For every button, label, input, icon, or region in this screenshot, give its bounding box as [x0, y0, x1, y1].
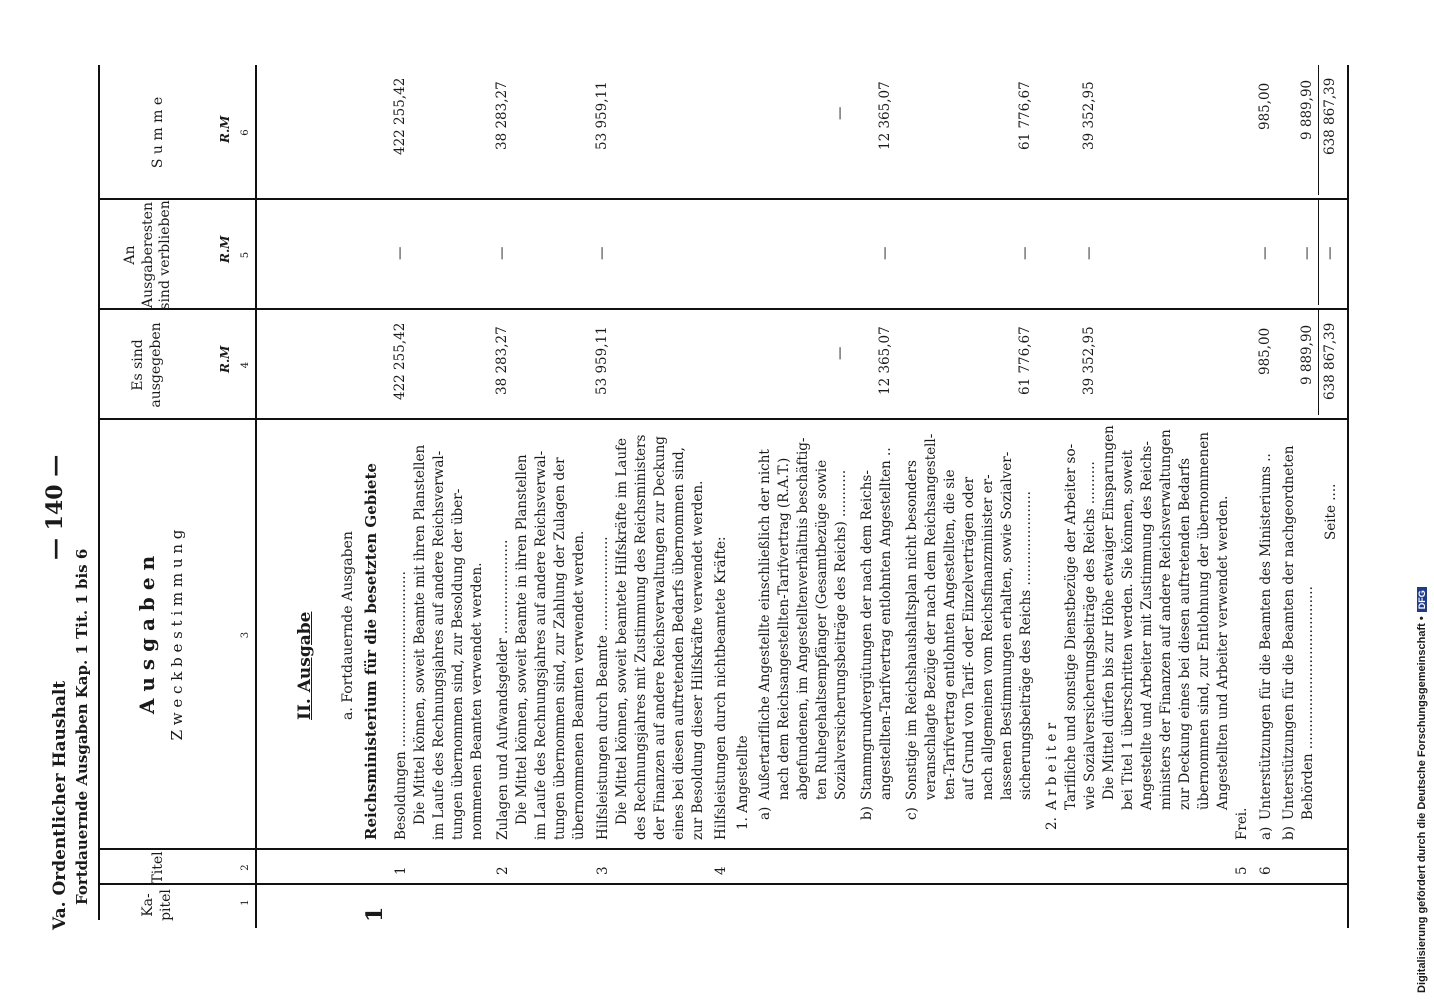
row-42-line-9: Angestellten und Arbeiter verwendet werden. [1215, 495, 1231, 810]
row-6a-line-0: Unterstützungen für die Beamten des Ministeriums .. [1258, 453, 1274, 820]
row-1-line-0: Besoldungen ......................................... [393, 571, 409, 840]
row-4a-line-2: abgefundenen, im Angestelltenverhältnis beschäftig- [795, 437, 811, 800]
row-4-line-1: 1. Angestellte [735, 735, 751, 830]
rule-bottom [1347, 65, 1349, 928]
row-2-ausgegeben: 38 283,27 [494, 326, 510, 395]
row-4c-reste: — [1017, 246, 1033, 260]
total-rule-col5 [1318, 200, 1319, 305]
row-4c-line-0: Sonstige im Reichshaushaltsplan nicht besonders [904, 460, 920, 800]
row-1-line-4: nommenen Beamten verwendet werden. [469, 562, 485, 840]
row-2-line-1: Die Mittel können, soweit Beamte in ihren Planstellen [514, 454, 530, 825]
row-4c-line-5: lassenen Bestimmungen erhalten, sowie Sozialver- [999, 451, 1015, 800]
ministry-title: Reichsministerium für die besetzten Gebiete [362, 463, 380, 840]
row-42-line-7: zur Deckung eines bei diesen auftretenden Bedarfs [1177, 457, 1193, 810]
row-4-line-0: Hilfsleistungen durch nichtbeamtete Kräfte: [713, 536, 729, 840]
col-rule-1 [98, 884, 1348, 886]
row-6-titel: 6 [1258, 866, 1274, 875]
digitization-note [1416, 587, 1428, 993]
row-42-line-5: Angestellte und Arbeiter mit Zustimmung des Reichs- [1139, 441, 1155, 810]
row-4c-summe: 61 776,67 [1017, 81, 1033, 150]
row-42-line-1: Tarifliche und sonstige Dienstbezüge der Arbeiter so- [1063, 443, 1079, 810]
row-4b-reste: — [877, 246, 893, 260]
row-42-line-0: A r b e i t e r [1044, 722, 1060, 810]
row-2-line-0: Zulagen und Aufwandsgelder ...................... [495, 539, 511, 840]
row-6b-line-0: Unterstützungen für die Beamten der nachgeordneten [1281, 445, 1297, 820]
row-3-summe: 53 959,11 [594, 81, 610, 150]
row-6a-ausgegeben: 985,00 [1257, 327, 1273, 375]
row-5-titel: 5 [1234, 866, 1250, 875]
row-2-line-3: tungen übernommen sind, zur Zahlung der Zulagen der [552, 457, 568, 840]
row-42-line-8: übernommen sind, zur Entlohnung der übernommenen [1196, 432, 1212, 810]
col-num-2: 2 [240, 864, 251, 871]
row-3-line-1: Die Mittel können, soweit beamtete Hilfskräfte im Laufe [614, 437, 630, 825]
row-4b-summe: 12 365,07 [877, 81, 893, 150]
rule-header-bottom [255, 65, 257, 928]
row-42-label: 2. [1044, 817, 1060, 830]
col-num-6: 6 [240, 129, 251, 136]
row-2-line-4: übernommenen Beamten verwendet werden. [571, 530, 587, 840]
currency-col5: R.M [218, 235, 232, 263]
row-6a-summe: 985,00 [1257, 82, 1273, 130]
row-4c-line-3: auf Grund von Tarif- oder Einzelverträgen oder [961, 476, 977, 800]
row-1-summe: 422 255,42 [392, 77, 408, 155]
currency-col6: R.M [218, 115, 232, 143]
total-rule-col6 [1318, 65, 1319, 195]
row-42-line-4: bei Titel 1 überschritten werden. Sie können, soweit [1120, 449, 1136, 810]
row-2-reste: — [494, 246, 510, 260]
row-4c-line-6: sicherungsbeiträge des Reichs ...................... [1018, 491, 1034, 800]
row-6a-reste: — [1257, 246, 1273, 260]
row-6b-label: b) [1281, 826, 1297, 840]
row-4c-line-4: nach allgemeinen vom Reichsfinanzminister er- [980, 474, 996, 800]
col-header-ausgegeben: Es sind ausgegeben [130, 322, 164, 408]
row-42-line-2: wie Sozialversicherungsbeiträge des Reichs .......... [1082, 461, 1098, 810]
col-num-5: 5 [240, 251, 251, 259]
row-4a-ausgegeben: — [832, 346, 848, 360]
row-4c-line-2: ten-Tarifvertrag entlohnten Angestellten, die sie [942, 469, 958, 800]
total-ausgegeben: 638 867,39 [1322, 322, 1338, 400]
col-rule-5 [98, 199, 1348, 201]
row-6b-reste: — [1299, 246, 1315, 260]
row-4a-line-4: Sozialversicherungsbeiträge des Reichs) ........... [833, 469, 849, 800]
row-3-titel: 3 [595, 866, 611, 875]
row-3-line-2: des Rechnungsjahres mit Zustimmung des Reichsministers [633, 434, 649, 840]
row-2-line-2: im Laufe des Rechnungsjahres auf andere Reichsverwal- [533, 450, 549, 840]
col-rule-2 [98, 849, 1348, 851]
total-summe: 638 867,39 [1322, 77, 1338, 155]
col-rule-3 [98, 419, 1348, 421]
row-5-line-0: Frei. [1234, 807, 1250, 840]
row-42-reste: — [1081, 246, 1097, 260]
header-subtitle: Fortdauernde Ausgaben Kap. 1 Tit. 1 bis 6 [73, 548, 91, 905]
row-3-ausgegeben: 53 959,11 [594, 326, 610, 395]
row-3-line-3: der Finanzen auf andere Reichsverwaltungen zur Deckung [652, 436, 668, 840]
col-num-4: 4 [240, 361, 251, 369]
col-header-zweck: Z w e c k b e s t i m m u n g [168, 529, 186, 741]
row-2-summe: 38 283,27 [494, 81, 510, 150]
row-4a-label: a) [757, 806, 773, 820]
col-num-1: 1 [240, 899, 251, 906]
header-title: Va. Ordentlicher Haushalt [50, 680, 70, 930]
row-4b-line-0: Stammgrundvergütungen der nach dem Reichs- [859, 470, 875, 800]
row-1-ausgegeben: 422 255,42 [392, 322, 408, 400]
row-1-titel: 1 [393, 866, 409, 875]
row-1-line-2: im Laufe des Rechnungsjahres auf andere Reichsverwal- [431, 450, 447, 840]
digitization-text: Digitalisierung gefördert durch die Deutsche Forschungsgemeinschaft • [1416, 616, 1428, 993]
col-header-reste: An Ausgaberesten sind verblieben [122, 200, 173, 310]
row-4c-ausgegeben: 61 776,67 [1017, 326, 1033, 395]
dfg-logo: DFG [1417, 587, 1427, 612]
row-4b-label: b) [859, 806, 875, 820]
row-4a-line-1: nach dem Reichsangestellten-Tarifvertrag (R.A.T.) [776, 457, 792, 800]
row-6b-ausgegeben: 9 889,90 [1299, 324, 1315, 385]
row-1-line-3: tungen übernommen sind, zur Besoldung der über- [450, 488, 466, 840]
col-header-kapitel: Ka- pitel [140, 889, 174, 921]
row-3-line-5: zur Besoldung dieser Hilfskräfte verwendet werden. [690, 480, 706, 840]
row-3-line-4: eines bei diesen auftretenden Bedarfs übernommen sind, [671, 447, 687, 840]
page-number: — 140 — [42, 454, 68, 560]
row-4b-ausgegeben: 12 365,07 [877, 326, 893, 395]
row-3-reste: — [594, 246, 610, 260]
rule-top [98, 65, 100, 920]
chapter-number: 1 [362, 906, 388, 922]
row-4a-line-3: ten Ruhegehaltsempfänger (Gesamtbezüge sowie [814, 459, 830, 800]
row-6b-summe: 9 889,90 [1299, 79, 1315, 140]
row-42-line-6: ministers der Finanzen auf andere Reichsverwaltungen [1158, 429, 1174, 810]
row-6b-line-1: Behörden ...................................... [1300, 586, 1316, 820]
row-4c-label: c) [904, 807, 920, 820]
subsection-title: a. Fortdauernde Ausgaben [340, 531, 356, 720]
total-label: Seite .... [1323, 483, 1339, 540]
row-42-line-3: Die Mittel dürfen bis zur Höhe etwaiger Einsparungen [1101, 425, 1117, 800]
row-42-summe: 39 352,95 [1081, 81, 1097, 150]
currency-col4: R.M [218, 345, 232, 373]
total-rule-col4 [1318, 310, 1319, 415]
section-title: II. Ausgabe [295, 611, 315, 720]
col-header-ausgaben: A u s g a b e n [135, 555, 159, 715]
total-reste: — [1322, 246, 1338, 260]
col-header-summe: S u m m e [150, 96, 166, 169]
row-3-line-0: Hilfsleistungen durch Beamte ...................... [595, 536, 611, 840]
row-2-titel: 2 [495, 866, 511, 875]
col-header-titel: Titel [150, 851, 166, 884]
row-42-ausgegeben: 39 352,95 [1081, 326, 1097, 395]
row-4c-line-1: veranschlagte Bezüge der nach dem Reichsangestell- [923, 433, 939, 800]
row-6a-label: a) [1258, 826, 1274, 840]
col-rule-4 [98, 309, 1348, 311]
row-1-line-1: Die Mittel können, soweit Beamte mit ihren Planstellen [412, 444, 428, 825]
row-4b-line-1: angestellten-Tarifvertrag entlohnten Angestellten .. [878, 447, 894, 800]
col-num-3: 3 [240, 631, 251, 639]
row-4a-summe: — [832, 106, 848, 120]
row-4a-line-0: Außertarifliche Angestellte einschließlich der nicht [757, 449, 773, 800]
row-4-titel: 4 [713, 866, 729, 875]
row-1-reste: — [392, 246, 408, 260]
